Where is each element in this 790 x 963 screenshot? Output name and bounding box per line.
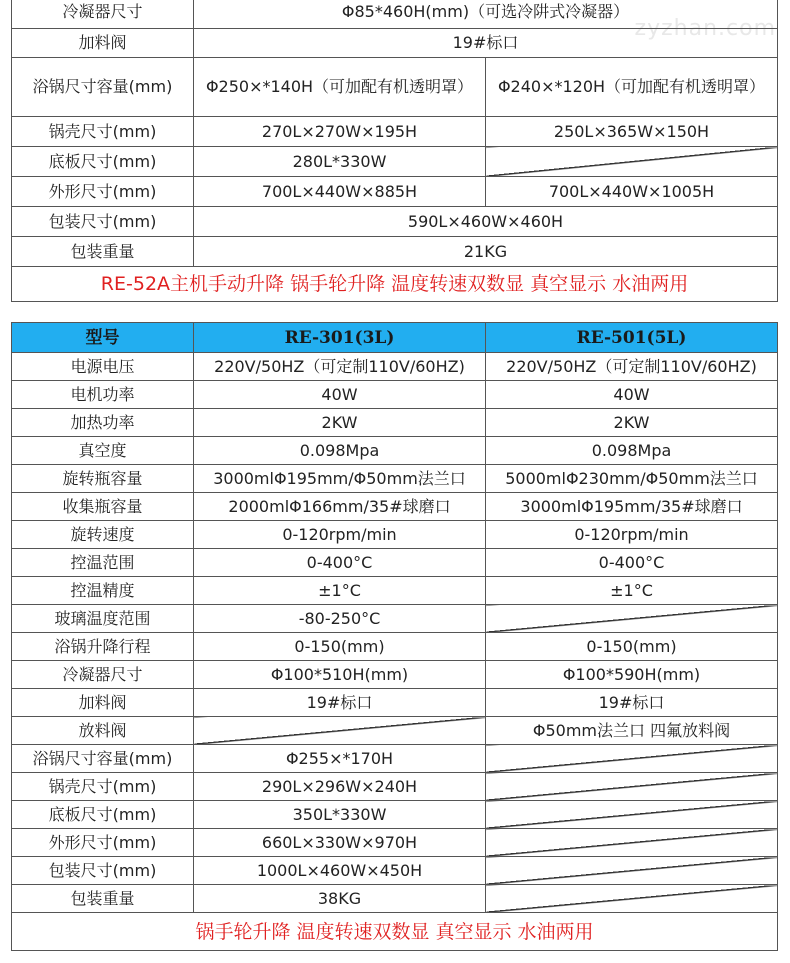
- cell-b-empty: [486, 605, 778, 633]
- table-row: [12, 577, 778, 605]
- cell-a: 40W: [194, 381, 486, 409]
- table-row: [12, 267, 778, 302]
- table-row: [12, 913, 778, 951]
- cell-value: 19#标口: [194, 29, 778, 58]
- table-row: [12, 885, 778, 913]
- row-label: 冷凝器尺寸: [12, 0, 194, 29]
- table-row: [12, 207, 778, 237]
- cell-b: 0.098Mpa: [486, 437, 778, 465]
- table-row: [12, 117, 778, 147]
- header-model-a: RE-301(3L): [194, 323, 486, 353]
- row-label: 外形尺寸(mm): [12, 829, 194, 857]
- table-row: [12, 437, 778, 465]
- cell-b-empty: [486, 829, 778, 857]
- cell-b-empty: [486, 857, 778, 885]
- row-label: 真空度: [12, 437, 194, 465]
- table-row: [12, 353, 778, 381]
- row-label: 玻璃温度范围: [12, 605, 194, 633]
- cell-b-empty: [486, 885, 778, 913]
- spec-table-re52: [11, 0, 778, 302]
- cell-a: 0-150(mm): [194, 633, 486, 661]
- row-label: 底板尺寸(mm): [12, 147, 194, 177]
- cell-value: 21KG: [194, 237, 778, 267]
- row-label: 外形尺寸(mm): [12, 177, 194, 207]
- row-label: 浴锅尺寸容量(mm): [12, 745, 194, 773]
- table-row: [12, 773, 778, 801]
- cell-a-empty: [194, 717, 486, 745]
- cell-b: Φ100*590H(mm): [486, 661, 778, 689]
- cell-b: 250L×365W×150H: [486, 117, 778, 147]
- cell-a: 19#标口: [194, 689, 486, 717]
- feature-note: 锅手轮升降 温度转速双数显 真空显示 水油两用: [12, 913, 778, 951]
- cell-a: 660L×330W×970H: [194, 829, 486, 857]
- cell-a: 0-400°C: [194, 549, 486, 577]
- cell-b: 0-120rpm/min: [486, 521, 778, 549]
- cell-b: 5000mlΦ230mm/Φ50mm法兰口: [486, 465, 778, 493]
- table-row: [12, 493, 778, 521]
- table-row: [12, 745, 778, 773]
- row-label: 加热功率: [12, 409, 194, 437]
- table-row: [12, 147, 778, 177]
- table-row: [12, 829, 778, 857]
- cell-b: 0-150(mm): [486, 633, 778, 661]
- table-row: [12, 605, 778, 633]
- cell-b: 2KW: [486, 409, 778, 437]
- table-row: [12, 689, 778, 717]
- table-row: [12, 465, 778, 493]
- cell-a: 290L×296W×240H: [194, 773, 486, 801]
- row-label: 加料阀: [12, 689, 194, 717]
- table-row: [12, 177, 778, 207]
- row-label: 锅壳尺寸(mm): [12, 773, 194, 801]
- row-label: 底板尺寸(mm): [12, 801, 194, 829]
- cell-a: 700L×440W×885H: [194, 177, 486, 207]
- cell-b: Φ50mm法兰口 四氟放料阀: [486, 717, 778, 745]
- row-label: 包装重量: [12, 885, 194, 913]
- row-label: 锅壳尺寸(mm): [12, 117, 194, 147]
- cell-b: ±1°C: [486, 577, 778, 605]
- row-label: 浴锅升降行程: [12, 633, 194, 661]
- cell-a: ±1°C: [194, 577, 486, 605]
- cell-a: Φ100*510H(mm): [194, 661, 486, 689]
- cell-b: 19#标口: [486, 689, 778, 717]
- table-row: [12, 0, 778, 29]
- cell-a: 350L*330W: [194, 801, 486, 829]
- cell-a: Φ250×*140H（可加配有机透明罩）: [194, 58, 486, 117]
- cell-b: 3000mlΦ195mm/35#球磨口: [486, 493, 778, 521]
- row-label: 旋转瓶容量: [12, 465, 194, 493]
- cell-a: 1000L×460W×450H: [194, 857, 486, 885]
- cell-a: 280L*330W: [194, 147, 486, 177]
- cell-b: 220V/50HZ（可定制110V/60HZ): [486, 353, 778, 381]
- row-label: 放料阀: [12, 717, 194, 745]
- row-label: 加料阀: [12, 29, 194, 58]
- cell-b-empty: [486, 147, 778, 177]
- cell-b-empty: [486, 745, 778, 773]
- cell-a: -80-250°C: [194, 605, 486, 633]
- table-row: [12, 633, 778, 661]
- cell-b: 40W: [486, 381, 778, 409]
- table-row: [12, 237, 778, 267]
- cell-value: Φ85*460H(mm)（可选冷阱式冷凝器）: [194, 0, 778, 29]
- watermark: zyzhan.com: [634, 16, 776, 41]
- row-label: 旋转速度: [12, 521, 194, 549]
- spec-table-re301-re501: [11, 322, 778, 951]
- table-header-row: [12, 323, 778, 353]
- row-label: 收集瓶容量: [12, 493, 194, 521]
- row-label: 控温精度: [12, 577, 194, 605]
- cell-value: 590L×460W×460H: [194, 207, 778, 237]
- row-label: 冷凝器尺寸: [12, 661, 194, 689]
- table-row: [12, 717, 778, 745]
- cell-a: 2000mlΦ166mm/35#球磨口: [194, 493, 486, 521]
- cell-b-empty: [486, 773, 778, 801]
- cell-b-empty: [486, 801, 778, 829]
- cell-a: 270L×270W×195H: [194, 117, 486, 147]
- cell-b: Φ240×*120H（可加配有机透明罩）: [486, 58, 778, 117]
- row-label: 电源电压: [12, 353, 194, 381]
- table-row: [12, 549, 778, 577]
- row-label: 包装尺寸(mm): [12, 857, 194, 885]
- table-row: [12, 29, 778, 58]
- table-row: [12, 58, 778, 117]
- row-label: 电机功率: [12, 381, 194, 409]
- table-row: [12, 381, 778, 409]
- cell-b: 0-400°C: [486, 549, 778, 577]
- table-row: [12, 409, 778, 437]
- cell-a: 2KW: [194, 409, 486, 437]
- cell-a: 3000mlΦ195mm/Φ50mm法兰口: [194, 465, 486, 493]
- cell-a: 220V/50HZ（可定制110V/60HZ): [194, 353, 486, 381]
- table-row: [12, 661, 778, 689]
- row-label: 包装尺寸(mm): [12, 207, 194, 237]
- row-label: 控温范围: [12, 549, 194, 577]
- row-label: 浴锅尺寸容量(mm): [12, 58, 194, 117]
- cell-a: 38KG: [194, 885, 486, 913]
- cell-a: 0.098Mpa: [194, 437, 486, 465]
- cell-a: 0-120rpm/min: [194, 521, 486, 549]
- table-row: [12, 521, 778, 549]
- table-row: [12, 857, 778, 885]
- header-label: 型号: [12, 323, 194, 353]
- row-label: 包装重量: [12, 237, 194, 267]
- table-row: [12, 801, 778, 829]
- cell-b: 700L×440W×1005H: [486, 177, 778, 207]
- header-model-b: RE-501(5L): [486, 323, 778, 353]
- cell-a: Φ255×*170H: [194, 745, 486, 773]
- feature-note: RE-52A主机手动升降 锅手轮升降 温度转速双数显 真空显示 水油两用: [12, 267, 778, 302]
